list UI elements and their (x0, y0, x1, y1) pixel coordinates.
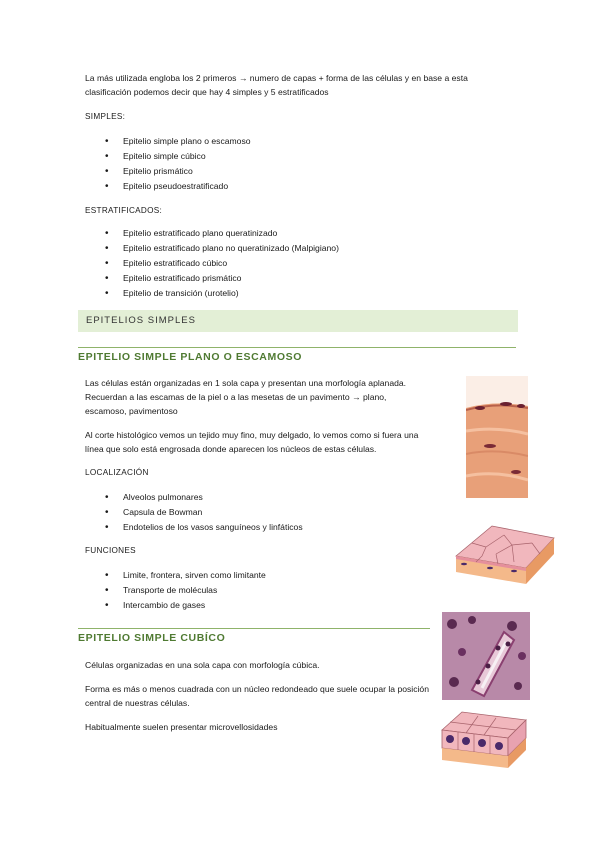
list-item: • Epitelio simple cúbico (105, 149, 251, 164)
cuboidal-micrograph-image (442, 612, 530, 700)
estratificados-label: ESTRATIFICADOS: (85, 206, 163, 215)
list-item: • Epitelio de transición (urotelio) (105, 286, 339, 301)
list-item: • Intercambio de gases (105, 598, 266, 613)
cuboidal-diagram-image (438, 708, 528, 774)
list-item: • Epitelio estratificado prismático (105, 271, 339, 286)
section-band (78, 310, 518, 332)
cubico-paragraph-3: Habitualmente suelen presentar microvellosidades (85, 722, 278, 732)
simples-list (105, 134, 251, 194)
list-item: • Endotelios de los vasos sanguíneos y linfáticos (105, 520, 303, 535)
list-item: • Capsula de Bowman (105, 505, 303, 520)
list-item: • Limite, frontera, sirven como limitante (105, 568, 266, 583)
list-item: • Epitelio estratificado cúbico (105, 256, 339, 271)
list-item: • Alveolos pulmonares (105, 490, 303, 505)
list-item: • Epitelio simple plano o escamoso (105, 134, 251, 149)
heading-cubico: EPITELIO SIMPLE CUBÍCO (78, 632, 226, 644)
estratificados-list (105, 226, 339, 301)
list-item: • Epitelio pseudoestratificado (105, 179, 251, 194)
plano-paragraph-1: Las células están organizadas en 1 sola capa y presentan una morfología aplanada. Recuerdan a las escamas de la piel o a las mesetas de un pavimento → plano, escamoso, pavimentoso (85, 378, 407, 416)
cubico-paragraph-2: Forma es más o menos cuadrada con un núcleo redondeado que suele ocupar la posición central de nuestras células. (85, 684, 429, 708)
list-item: • Epitelio estratificado plano no queratinizado (Malpigiano) (105, 241, 339, 256)
localizacion-list (105, 490, 303, 535)
squamous-micrograph-image (466, 376, 528, 498)
funciones-list (105, 568, 266, 613)
heading-rule (78, 628, 430, 629)
localizacion-label: LOCALIZACIÓN (85, 468, 149, 477)
plano-paragraph-2: Al corte histológico vemos un tejido muy fino, muy delgado, lo vemos como si fuera una línea que solo está engrosada donde aparecen los núcleos de estas células. (85, 430, 419, 454)
list-item: • Epitelio estratificado plano queratinizado (105, 226, 339, 241)
section-band-title: EPITELIOS SIMPLES (86, 315, 196, 326)
heading-plano: EPITELIO SIMPLE PLANO O ESCAMOSO (78, 351, 302, 363)
squamous-diagram-image (452, 520, 558, 592)
cubico-paragraph-1: Células organizadas en una sola capa con morfología cúbica. (85, 660, 320, 670)
heading-rule (78, 347, 516, 348)
funciones-label: FUNCIONES (85, 546, 136, 555)
list-item: • Epitelio prismático (105, 164, 251, 179)
intro-paragraph: La más utilizada engloba los 2 primeros → numero de capas + forma de las células y en base a esta clasificación podemos decir que hay 4 simples y 5 estratificados (85, 73, 468, 97)
list-item: • Transporte de moléculas (105, 583, 266, 598)
simples-label: SIMPLES: (85, 112, 126, 121)
